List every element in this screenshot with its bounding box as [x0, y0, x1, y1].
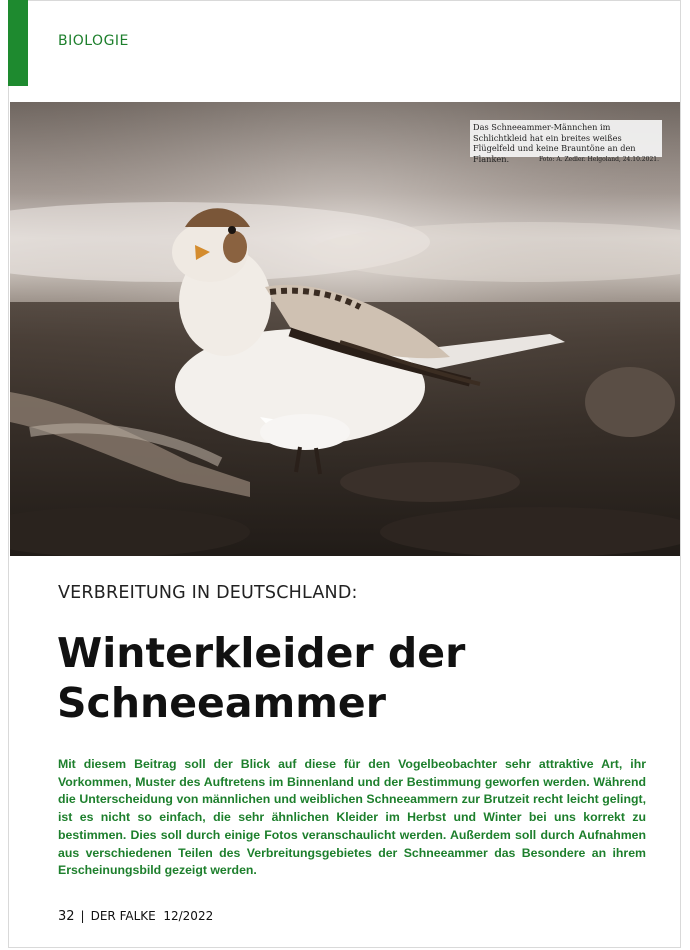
footer-separator: |	[80, 909, 85, 923]
page-footer	[58, 909, 213, 924]
photo-credit: Foto: A. Zedler. Helgoland, 24.10.2021.	[538, 155, 659, 163]
headline	[57, 628, 657, 728]
section-label: BIOLOGIE	[58, 33, 129, 49]
snow-bunting-illustration	[10, 102, 680, 556]
caption-text: Das Schneeammer-Männchen im Schlichtkleid hat ein breites weißes Flügelfeld und keine Brauntöne an den Flanken.	[473, 122, 636, 164]
page-number: 32	[58, 909, 75, 924]
headline-line-1: Winterkleider der	[57, 629, 466, 677]
section-accent-bar	[8, 0, 28, 86]
headline-line-2: Schneeammer	[57, 679, 386, 727]
magazine-name: DER FALKE	[90, 909, 156, 923]
hero-photo	[10, 102, 680, 556]
photo-caption	[470, 120, 662, 164]
lead-paragraph: Mit diesem Beitrag soll der Blick auf diese für den Vogelbeobachter sehr attraktive Art, ihr Vorkommen, Muster des Auftretens im Binnenland und der Bestimmung geworfen werden. Während die Unterscheidung von männlichen und weiblichen Schneeammern zur Brutzeit recht leicht gelingt, ist es nicht so einfach, die sehr ähnlichen Kleider im Herbst und Winter bei uns korrekt zu bestimmen. Dies soll durch einige Fotos veranschaulicht werden. Außerdem soll durch Aufnahmen aus verschiedenen Teilen des Verbreitungsgebietes der Schneeammer das Besondere an ihrem Erscheinungsbild gezeigt werden.	[58, 757, 646, 878]
kicker: VERBREITUNG IN DEUTSCHLAND:	[58, 583, 358, 603]
issue: 12/2022	[163, 909, 214, 923]
